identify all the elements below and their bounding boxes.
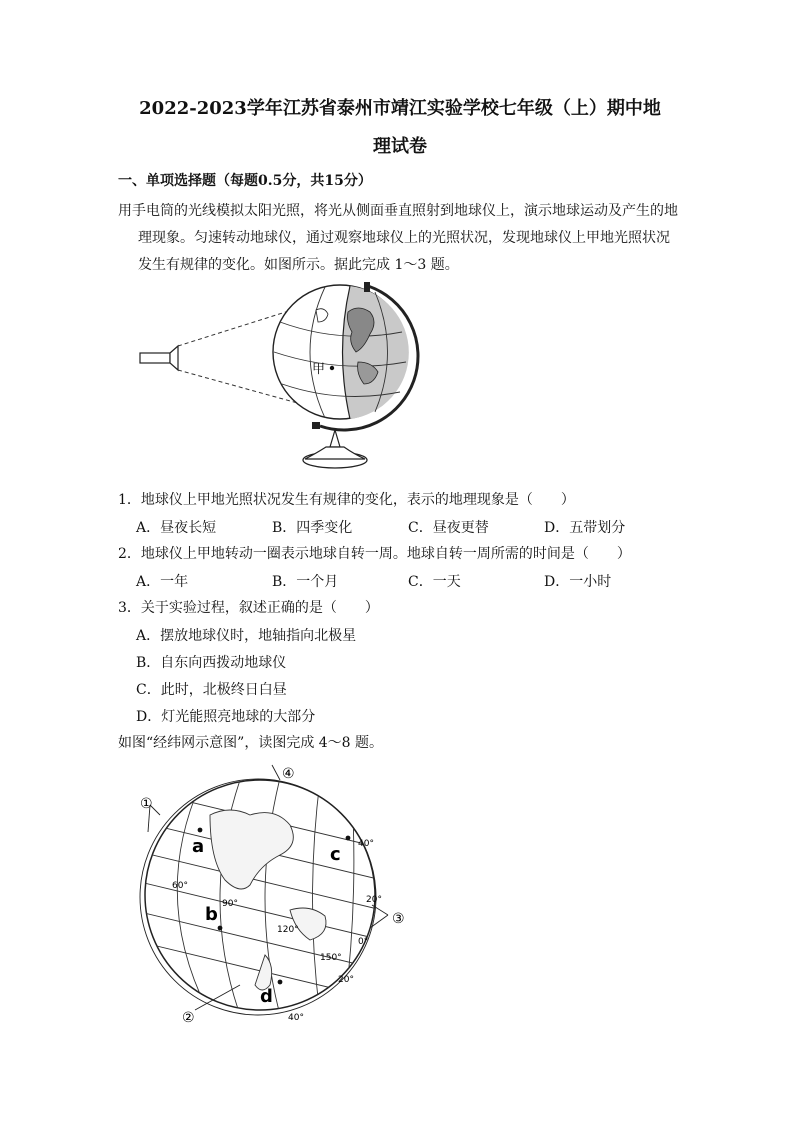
q1-option-b[interactable]: B．四季变化 [272,520,353,536]
point-jia-dot [330,366,334,370]
question-1-stem: 1．地球仪上甲地光照状况发生有规律的变化，表示的地理现象是（ ） [118,492,575,508]
marker-2: ② [182,1010,195,1026]
flashlight-head [170,346,178,370]
q2-option-c[interactable]: C．一天 [408,574,461,590]
question-2-stem: 2．地球仪上甲地转动一圈表示地球自转一周。地球自转一周所需的时间是（ ） [118,546,631,562]
intro-1-line-3: 发生有规律的变化。如图所示。据此完成 1～3 题。 [138,257,459,273]
degree-label: 90° [222,899,238,909]
intro-paragraph-1 [118,198,708,279]
point-d-dot [278,980,283,985]
intro-1-line-2: 理现象。匀速转动地球仪，通过观察地球仪上的光照状况，发现地球仪上甲地光照状况 [138,230,670,246]
degree-label: 120° [277,925,299,935]
q3-option-b[interactable]: B．自东向西拨动地球仪 [136,655,287,671]
degree-label: 150° [320,953,342,963]
point-b-label: b [205,904,218,925]
marker-1: ① [140,796,153,812]
stand-neck [330,430,340,447]
q3-option-a[interactable]: A．摆放地球仪时，地轴指向北极星 [136,628,357,644]
degree-label: 0° [358,937,369,947]
point-c-dot [346,836,351,841]
degree-label: 60° [172,881,188,891]
q2-option-b[interactable]: B．一个月 [272,574,339,590]
intro-1-line-1: 用手电筒的光线模拟太阳光照，将光从侧面垂直照射到地球仪上，演示地球运动及产生的地 [118,203,678,219]
flashlight-body [140,353,170,363]
marker-4: ④ [282,766,295,782]
point-a-label: a [192,836,205,857]
ring-cap-bottom [312,422,320,429]
q3-option-d[interactable]: D．灯光能照亮地球的大部分 [136,709,316,725]
stand-foot [305,447,365,459]
degree-label: 20° [366,895,382,905]
q1-option-a[interactable]: A．昼夜长短 [136,520,217,536]
point-a-dot [198,828,203,833]
degree-label: 40° [288,1013,304,1023]
q2-option-d[interactable]: D．一小时 [544,574,612,590]
point-c-label: c [330,844,341,865]
point-d-label: d [260,986,273,1007]
q2-option-a[interactable]: A．一年 [136,574,189,590]
point-jia-label: 甲 [312,362,326,377]
marker-4-leader [272,765,280,780]
title-line-2: 理试卷 [373,136,427,157]
q3-option-c[interactable]: C．此时，北极终日白昼 [136,682,287,698]
figure-globe-flashlight [130,282,430,482]
marker-3: ③ [392,911,405,927]
title-line-1: 2022-2023学年江苏省泰州市靖江实验学校七年级（上）期中地 [139,98,661,119]
q1-option-c[interactable]: C．昼夜更替 [408,520,489,536]
exam-title [110,90,690,166]
q1-option-d[interactable]: D．五带划分 [544,520,626,536]
ring-cap-top [364,282,370,292]
question-1-options [136,517,696,537]
intro-paragraph-2: 如图“经纬网示意图”，读图完成 4～8 题。 [118,735,384,751]
question-3-stem: 3．关于实验过程，叙述正确的是（ ） [118,600,379,616]
point-b-dot [218,926,223,931]
section-heading: 一、单项选择题（每题0.5分，共15分） [118,173,372,189]
degree-label: 20° [338,975,354,985]
degree-label: 40° [358,839,374,849]
question-2-options [136,571,696,591]
figure-graticule-globe [130,760,430,1030]
